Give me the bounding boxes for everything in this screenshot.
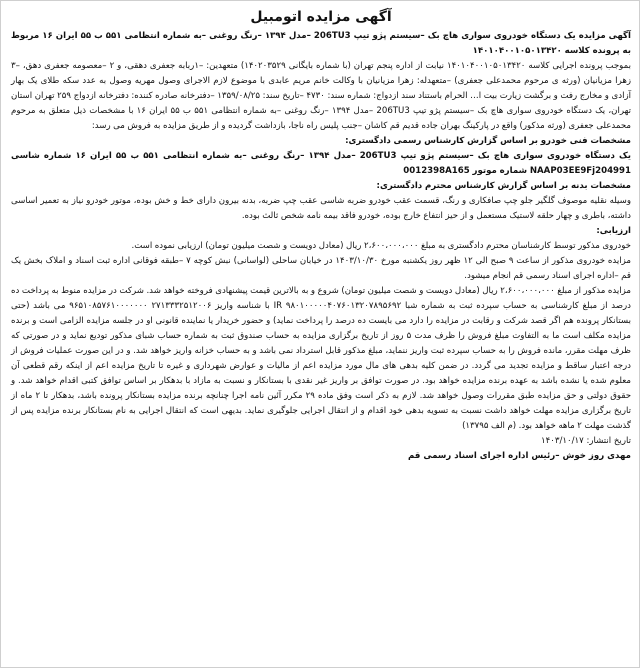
notice-intro: آگهی مزایده یک دستگاه خودروی سواری هاچ بک –سیستم پژو تیپ 206TU3 –مدل ۱۳۹۴ –رنگ روغنی –به شماره انتظامی ۵۵۱ ب ۵۵ ایران ۱۶ مربوط به پرونده کلاسه ۱۴۰۱۰۴۰۰۱۰۵۰۱۳۴۲۰ bbox=[11, 31, 631, 56]
auction-time: مزایده خودروی مذکور از ساعت ۹ صبح الی ۱۲ ظهر روز یکشنبه مورخ ۱۴۰۳/۱۰/۳۰ در خیابان ساحلی (لواسانی) نبش کوچه ۷ –طبقه فوقانی اداره ثبت اسناد و املاک بخش یک قم –اداره اجرای اسناد رسمی قم انجام میشود. bbox=[11, 256, 631, 281]
publish-date-line bbox=[11, 434, 631, 449]
tech-details: یک دستگاه خودروی سواری هاچ بک –سیستم پژو تیپ 206TU3 –مدل ۱۳۹۴ –رنگ روغنی –به شماره انتظامی ۵۵۱ ب ۵۵ ایران ۱۶ شماره شاسی NAAP03EE9Fj204991 شماره موتور 0012398A165 bbox=[11, 151, 631, 176]
body-details: وسیله نقلیه موصوف گلگیر جلو چپ صافکاری و رنگ، قسمت عقب خودرو ضربه شاسی عقب چپ ضربه، بدنه بیرون دارای خط و خش بوده، موتور خودرو نیاز به تعمیر اساسی داشته، باطری و چهار حلقه لاستیک مستعمل و از حیز انتفاع خارج بوده، خودرو فاقد بیمه نامه شخص ثالث بوده. bbox=[11, 196, 631, 221]
publish-date-label: تاریخ انتشار: bbox=[586, 436, 631, 446]
notice-title: آگهی مزایده اتومبیل bbox=[250, 9, 392, 25]
valuation-heading: ارزیابی: bbox=[596, 226, 631, 236]
auction-conditions: مزایده مذکور از مبلغ ۲،۶۰۰،۰۰۰،۰۰۰ ریال (معادل دویست و شصت میلیون تومان) شروع و به بالاترین قیمت پیشنهادی فروخته خواهد شد. شرکت در مزایده منوط به پرداخت ده درصد از مبلغ کارشناسی به حساب سپرده ثبت به شماره شبا IR ۹۸۰۱۰۰۰۰۰۴۰۷۶۰۱۳۲۰۷۸۹۵۶۹۲ با شناسه واریز ۲۷۱۳۳۳۲۵۱۲۰۰۶ ۹۶۵۱۰۸۵۷۶۱۰۰۰۰۰۰۰ می باشد (حتی بستانکار پرونده هم اگر قصد شرکت و رقابت در مزایده را دارد می بایست ده درصد را پرداخت نماید) و حضور خریدار یا نماینده قانونی او در جلسه مزایده الزامی است و برنده مزایده مکلف است ما به التفاوت مبلغ فروش را ظرف مدت ۵ روز از تاریخ برگزاری مزایده به حساب صندوق ثبت به شماره حساب شبای مذکور تودیع نماید و در صورتی که ظرف مهلت مقرر، مانده فروش را به حساب سپرده ثبت واریز ننماید، مبلغ مذکور قابل استرداد نمی باشد و به حساب خزانه واریز خواهد شد. و در این صورت عملیات فروش از درجه اعتبار ساقط و مزایده تجدید می گردد. در ضمن کلیه بدهی های مال مورد مزایده اعم از مالیات و عوارض شهرداری و غیره تا تاریخ مزایده اعم از اینکه رقم قطعی آن معلوم شده یا نشده باشد به عهده برنده مزایده خواهد بود. در صورت توافق بر واریز غیر نقدی با بستانکار و نسبت به مازاد با بدهکار بر اساس توافق کتبی اقدام خواهد شد. و حقوق دولتی و حق مزایده طبق مقررات وصول خواهد شد. لازم به ذکر است وفق ماده ۲۹ مکرر آئین نامه اجرا چنانچه برنده مزایده بستانکار پرونده باشد، بدهکار تا ۲ ماه از تاریخ برگزاری مزایده مهلت خواهد داشت نسبت به تسویه بدهی خود اقدام و از انتقال اجرایی جلوگیری نماید. بدیهی است که انتقال اجرایی به نام بستانکار برنده مزایده پس از گذشت مهلت ۲ ماهه خواهد بود. (م الف ۱۳۷۹۵) bbox=[11, 286, 632, 431]
body-heading: مشخصات بدنه بر اساس گزارش کارشناس محترم دادگستری: bbox=[376, 181, 631, 191]
valuation-text: خودروی مذکور توسط کارشناسان محترم دادگستری به مبلغ ۲،۶۰۰،۰۰۰،۰۰۰ ریال (معادل دویست و شصت میلیون تومان) ارزیابی نموده است. bbox=[131, 241, 631, 251]
publish-date: ۱۴۰۳/۱۰/۱۷ bbox=[541, 436, 584, 446]
auction-notice bbox=[1, 1, 640, 667]
tech-heading: مشخصات فنی خودرو بر اساس گزارش کارشناس رسمی دادگستری: bbox=[345, 136, 631, 146]
signature: مهدی روز خوش –رئیس اداره اجرای اسناد رسمی قم bbox=[408, 451, 631, 461]
case-details: بموجب پرونده اجرایی کلاسه ۱۴۰۱۰۴۰۰۱۰۵۰۱۳۴۲۰ نیابت از اداره پنجم تهران (با شماره بایگانی ۱۴۰۲۰۳۵۲۹) متعهدین: –۱ربابه جعفری دهقی، و ۲ –معصومه جعفری دهق، –۳ زهرا مزیانیان (ورثه ی مرحوم محمدعلی جعفری) –متعهدله: زهرا مزیانیان با وکالت خانم مریم عابدی با موضوع لازم الاجرای وصول مهریه وصول به عدد سکه طلای یک بهار آزادی و مخارج رفت و برگشت زیارت بیت ا… الحرام باستناد سند ازدواج: شماره سند: ۴۷۳۰ –تاریخ سند: ۱۳۵۹/۰۸/۲۵ –دفترخانه صادره کننده: دفترخانه ازدواج ۲۵۹ تهران استان تهران، یک دستگاه خودروی سواری هاچ بک –سیستم پژو تیپ 206TU3 –مدل ۱۳۹۴ –رنگ روغنی –به شماره انتظامی ۵۵۱ ب ۵۵ ایران ۱۶ با مشخصات ذیل متعلق به مرحوم محمدعلی جعفری (ورثه مذکور) واقع در پارکینگ بهران جاده قدیم قم کاشان –جنب پلیس راه ناجا، بازداشت گردیده و از طریق مزایده به فروش می رسد: bbox=[11, 61, 632, 131]
